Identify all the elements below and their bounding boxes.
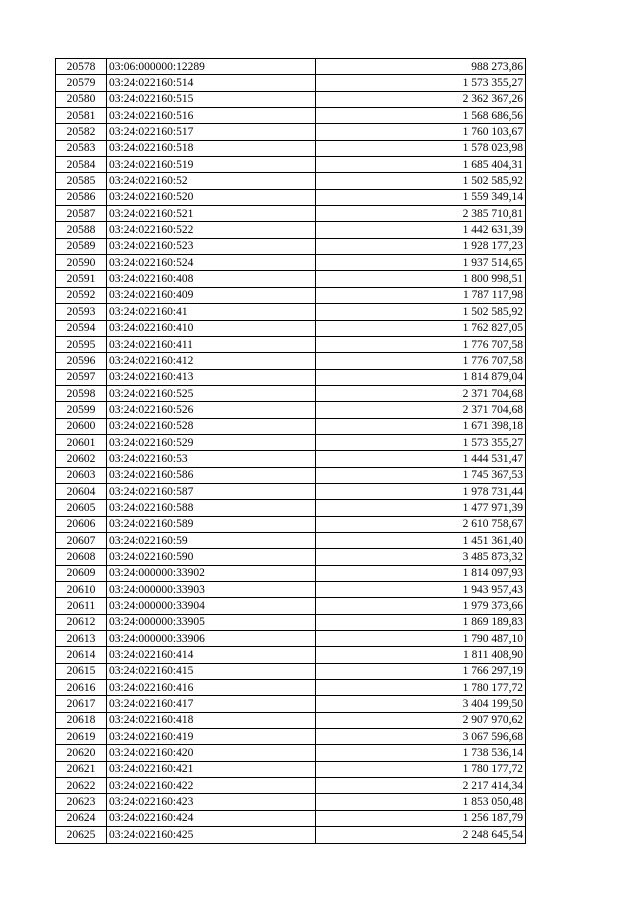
table-row — [56, 91, 526, 107]
cadastral-number-cell: 03:24:022160:59 — [107, 532, 316, 548]
cadastral-number-cell: 03:24:022160:415 — [107, 663, 316, 679]
cadastral-number-cell: 03:24:022160:588 — [107, 500, 316, 516]
table-row — [56, 189, 526, 205]
cadastral-number-cell: 03:24:022160:529 — [107, 434, 316, 450]
row-number-cell: 20619 — [56, 729, 107, 745]
value-cell: 1 578 023,98 — [316, 140, 526, 156]
cadastral-number-cell: 03:24:022160:517 — [107, 124, 316, 140]
value-cell: 2 371 704,68 — [316, 402, 526, 418]
cadastral-number-cell: 03:24:022160:589 — [107, 516, 316, 532]
row-number-cell: 20598 — [56, 385, 107, 401]
table-row — [56, 287, 526, 303]
cadastral-number-cell: 03:24:022160:518 — [107, 140, 316, 156]
value-cell: 1 869 189,83 — [316, 614, 526, 630]
value-cell: 3 404 199,50 — [316, 696, 526, 712]
row-number-cell: 20605 — [56, 500, 107, 516]
row-number-cell: 20615 — [56, 663, 107, 679]
table-row — [56, 434, 526, 450]
value-cell: 1 937 514,65 — [316, 255, 526, 271]
row-number-cell: 20590 — [56, 255, 107, 271]
table-row — [56, 663, 526, 679]
value-cell: 3 485 873,32 — [316, 549, 526, 565]
value-cell: 1 776 707,58 — [316, 353, 526, 369]
table-row — [56, 59, 526, 75]
cadastral-number-cell: 03:24:022160:411 — [107, 336, 316, 352]
row-number-cell: 20592 — [56, 287, 107, 303]
table-row — [56, 418, 526, 434]
cadastral-number-cell: 03:24:000000:33903 — [107, 582, 316, 598]
value-cell: 2 248 645,54 — [316, 827, 526, 843]
table-row — [56, 696, 526, 712]
cadastral-number-cell: 03:24:022160:52 — [107, 173, 316, 189]
value-cell: 3 067 596,68 — [316, 729, 526, 745]
cadastral-number-cell: 03:24:022160:425 — [107, 827, 316, 843]
cadastral-number-cell: 03:24:022160:421 — [107, 761, 316, 777]
table-row — [56, 75, 526, 91]
cadastral-number-cell: 03:24:022160:418 — [107, 712, 316, 728]
row-number-cell: 20600 — [56, 418, 107, 434]
cadastral-number-cell: 03:24:022160:53 — [107, 451, 316, 467]
cadastral-number-cell: 03:24:022160:412 — [107, 353, 316, 369]
value-cell: 1 978 731,44 — [316, 483, 526, 499]
cadastral-number-cell: 03:06:000000:12289 — [107, 59, 316, 75]
cadastral-number-cell: 03:24:022160:422 — [107, 778, 316, 794]
value-cell: 1 568 686,56 — [316, 108, 526, 124]
row-number-cell: 20580 — [56, 91, 107, 107]
table-row — [56, 516, 526, 532]
value-cell: 2 371 704,68 — [316, 385, 526, 401]
value-cell: 1 671 398,18 — [316, 418, 526, 434]
row-number-cell: 20606 — [56, 516, 107, 532]
table-row — [56, 614, 526, 630]
value-cell: 1 573 355,27 — [316, 434, 526, 450]
table-row — [56, 304, 526, 320]
table-row — [56, 712, 526, 728]
table-row — [56, 794, 526, 810]
row-number-cell: 20618 — [56, 712, 107, 728]
cadastral-number-cell: 03:24:022160:420 — [107, 745, 316, 761]
row-number-cell: 20586 — [56, 189, 107, 205]
value-cell: 1 787 117,98 — [316, 287, 526, 303]
row-number-cell: 20599 — [56, 402, 107, 418]
table-row — [56, 631, 526, 647]
cadastral-number-cell: 03:24:022160:524 — [107, 255, 316, 271]
row-number-cell: 20589 — [56, 238, 107, 254]
row-number-cell: 20623 — [56, 794, 107, 810]
cadastral-number-cell: 03:24:022160:522 — [107, 222, 316, 238]
value-cell: 1 762 827,05 — [316, 320, 526, 336]
table-row — [56, 549, 526, 565]
table-row — [56, 810, 526, 826]
cadastral-number-cell: 03:24:022160:419 — [107, 729, 316, 745]
cadastral-number-cell: 03:24:022160:417 — [107, 696, 316, 712]
value-cell: 1 477 971,39 — [316, 500, 526, 516]
row-number-cell: 20616 — [56, 680, 107, 696]
cadastral-number-cell: 03:24:022160:587 — [107, 483, 316, 499]
table-row — [56, 598, 526, 614]
row-number-cell: 20597 — [56, 369, 107, 385]
row-number-cell: 20608 — [56, 549, 107, 565]
cadastral-number-cell: 03:24:022160:520 — [107, 189, 316, 205]
row-number-cell: 20587 — [56, 206, 107, 222]
table-row — [56, 745, 526, 761]
row-number-cell: 20594 — [56, 320, 107, 336]
row-number-cell: 20604 — [56, 483, 107, 499]
value-cell: 2 610 758,67 — [316, 516, 526, 532]
value-cell: 2 362 367,26 — [316, 91, 526, 107]
table-row — [56, 647, 526, 663]
row-number-cell: 20596 — [56, 353, 107, 369]
value-cell: 1 685 404,31 — [316, 157, 526, 173]
row-number-cell: 20588 — [56, 222, 107, 238]
cadastral-number-cell: 03:24:022160:519 — [107, 157, 316, 173]
cadastral-number-cell: 03:24:000000:33902 — [107, 565, 316, 581]
table-row — [56, 761, 526, 777]
row-number-cell: 20622 — [56, 778, 107, 794]
value-cell: 1 780 177,72 — [316, 761, 526, 777]
table-row — [56, 173, 526, 189]
cadastral-number-cell: 03:24:022160:423 — [107, 794, 316, 810]
row-number-cell: 20591 — [56, 271, 107, 287]
table-row — [56, 271, 526, 287]
value-cell: 2 385 710,81 — [316, 206, 526, 222]
row-number-cell: 20610 — [56, 582, 107, 598]
value-cell: 2 907 970,62 — [316, 712, 526, 728]
cadastral-number-cell: 03:24:022160:409 — [107, 287, 316, 303]
value-cell: 2 217 414,34 — [316, 778, 526, 794]
row-number-cell: 20621 — [56, 761, 107, 777]
cadastral-number-cell: 03:24:022160:514 — [107, 75, 316, 91]
row-number-cell: 20607 — [56, 532, 107, 548]
table-row — [56, 157, 526, 173]
table-row — [56, 238, 526, 254]
data-table — [55, 58, 526, 844]
table-row — [56, 336, 526, 352]
table-row — [56, 729, 526, 745]
row-number-cell: 20585 — [56, 173, 107, 189]
row-number-cell: 20581 — [56, 108, 107, 124]
cadastral-number-cell: 03:24:022160:528 — [107, 418, 316, 434]
value-cell: 1 943 957,43 — [316, 582, 526, 598]
table-row — [56, 565, 526, 581]
table-row — [56, 582, 526, 598]
row-number-cell: 20613 — [56, 631, 107, 647]
value-cell: 1 559 349,14 — [316, 189, 526, 205]
table-row — [56, 402, 526, 418]
table-row — [56, 500, 526, 516]
value-cell: 1 814 879,04 — [316, 369, 526, 385]
row-number-cell: 20584 — [56, 157, 107, 173]
cadastral-number-cell: 03:24:022160:413 — [107, 369, 316, 385]
table-row — [56, 320, 526, 336]
table-row — [56, 206, 526, 222]
value-cell: 1 800 998,51 — [316, 271, 526, 287]
value-cell: 1 780 177,72 — [316, 680, 526, 696]
table-row — [56, 483, 526, 499]
cadastral-number-cell: 03:24:022160:516 — [107, 108, 316, 124]
row-number-cell: 20595 — [56, 336, 107, 352]
table-row — [56, 778, 526, 794]
row-number-cell: 20602 — [56, 451, 107, 467]
value-cell: 1 451 361,40 — [316, 532, 526, 548]
cadastral-number-cell: 03:24:022160:521 — [107, 206, 316, 222]
cadastral-number-cell: 03:24:022160:526 — [107, 402, 316, 418]
row-number-cell: 20593 — [56, 304, 107, 320]
table-row — [56, 222, 526, 238]
cadastral-number-cell: 03:24:000000:33906 — [107, 631, 316, 647]
cadastral-number-cell: 03:24:000000:33905 — [107, 614, 316, 630]
value-cell: 1 738 536,14 — [316, 745, 526, 761]
value-cell: 1 790 487,10 — [316, 631, 526, 647]
table-row — [56, 532, 526, 548]
cadastral-number-cell: 03:24:022160:590 — [107, 549, 316, 565]
table-row — [56, 124, 526, 140]
table-row — [56, 353, 526, 369]
cadastral-number-cell: 03:24:022160:41 — [107, 304, 316, 320]
cadastral-number-cell: 03:24:022160:525 — [107, 385, 316, 401]
cadastral-number-cell: 03:24:022160:586 — [107, 467, 316, 483]
row-number-cell: 20579 — [56, 75, 107, 91]
table-row — [56, 467, 526, 483]
row-number-cell: 20603 — [56, 467, 107, 483]
cadastral-number-cell: 03:24:022160:410 — [107, 320, 316, 336]
cadastral-number-cell: 03:24:022160:414 — [107, 647, 316, 663]
value-cell: 1 928 177,23 — [316, 238, 526, 254]
row-number-cell: 20612 — [56, 614, 107, 630]
row-number-cell: 20620 — [56, 745, 107, 761]
table-row — [56, 369, 526, 385]
value-cell: 1 979 373,66 — [316, 598, 526, 614]
value-cell: 1 256 187,79 — [316, 810, 526, 826]
row-number-cell: 20601 — [56, 434, 107, 450]
row-number-cell: 20582 — [56, 124, 107, 140]
row-number-cell: 20583 — [56, 140, 107, 156]
value-cell: 1 814 097,93 — [316, 565, 526, 581]
row-number-cell: 20617 — [56, 696, 107, 712]
value-cell: 1 766 297,19 — [316, 663, 526, 679]
row-number-cell: 20614 — [56, 647, 107, 663]
table-row — [56, 140, 526, 156]
cadastral-number-cell: 03:24:022160:408 — [107, 271, 316, 287]
value-cell: 1 760 103,67 — [316, 124, 526, 140]
table-row — [56, 451, 526, 467]
row-number-cell: 20625 — [56, 827, 107, 843]
cadastral-number-cell: 03:24:022160:416 — [107, 680, 316, 696]
value-cell: 1 776 707,58 — [316, 336, 526, 352]
value-cell: 1 745 367,53 — [316, 467, 526, 483]
value-cell: 1 573 355,27 — [316, 75, 526, 91]
value-cell: 988 273,86 — [316, 59, 526, 75]
table-row — [56, 108, 526, 124]
cadastral-number-cell: 03:24:022160:424 — [107, 810, 316, 826]
row-number-cell: 20609 — [56, 565, 107, 581]
table-row — [56, 385, 526, 401]
cadastral-number-cell: 03:24:022160:515 — [107, 91, 316, 107]
value-cell: 1 502 585,92 — [316, 173, 526, 189]
cadastral-number-cell: 03:24:022160:523 — [107, 238, 316, 254]
value-cell: 1 811 408,90 — [316, 647, 526, 663]
value-cell: 1 444 531,47 — [316, 451, 526, 467]
value-cell: 1 853 050,48 — [316, 794, 526, 810]
row-number-cell: 20578 — [56, 59, 107, 75]
table-row — [56, 680, 526, 696]
value-cell: 1 502 585,92 — [316, 304, 526, 320]
table-body — [56, 59, 526, 844]
cadastral-number-cell: 03:24:000000:33904 — [107, 598, 316, 614]
table-row — [56, 255, 526, 271]
row-number-cell: 20611 — [56, 598, 107, 614]
table-row — [56, 827, 526, 843]
row-number-cell: 20624 — [56, 810, 107, 826]
value-cell: 1 442 631,39 — [316, 222, 526, 238]
